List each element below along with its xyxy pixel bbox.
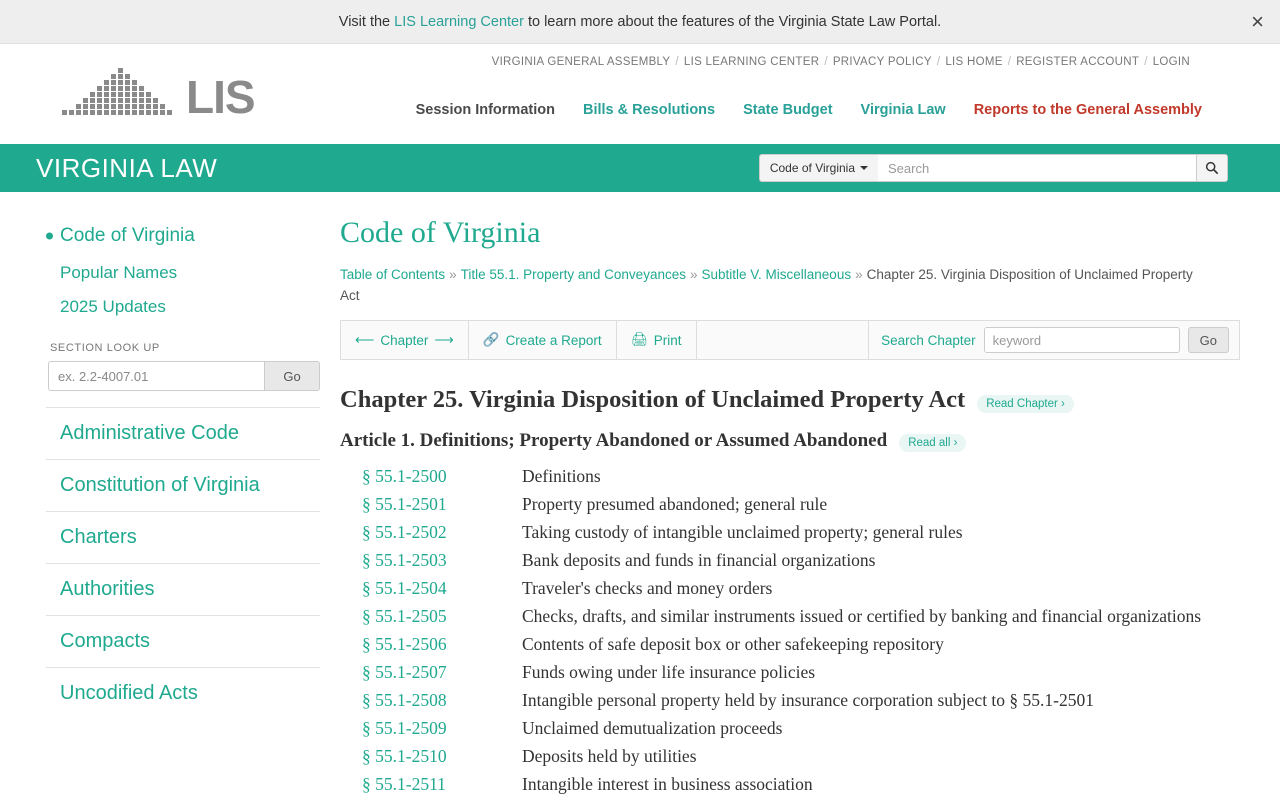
lis-logo-text: LIS [186, 70, 255, 123]
search-button[interactable] [1196, 154, 1228, 182]
section-lookup-input[interactable] [48, 361, 264, 391]
section-number-link[interactable]: § 55.1-2509 [362, 718, 447, 738]
sidebar-item-authorities[interactable]: Authorities [46, 563, 320, 615]
sidebar-item-code-of-virginia[interactable]: Code of Virginia [46, 216, 320, 256]
chapter-search-go-button[interactable]: Go [1188, 327, 1229, 353]
nav-virginia-law[interactable]: Virginia Law [860, 102, 946, 118]
breadcrumb [340, 264, 1210, 306]
utility-sep: / [936, 56, 941, 68]
search-scope-dropdown[interactable] [759, 154, 878, 182]
chapter-heading-text: Chapter 25. Virginia Disposition of Unclaimed Property Act [340, 386, 966, 413]
section-title-text: Traveler's checks and money orders [522, 578, 773, 598]
sidebar-item-constitution-of-virginia[interactable]: Constitution of Virginia [46, 459, 320, 511]
content-toolbar [340, 320, 1240, 360]
page-title: Code of Virginia [340, 216, 541, 249]
breadcrumb-separator: » [449, 267, 457, 282]
link-icon: 🔗 [482, 332, 500, 347]
section-title-text: Deposits held by utilities [522, 746, 697, 766]
section-lookup-label: SECTION LOOK UP [50, 342, 160, 354]
utility-sep: / [1144, 56, 1148, 68]
list-item [340, 658, 1240, 686]
section-number-link[interactable]: § 55.1-2500 [362, 466, 447, 486]
section-lookup-go-button[interactable]: Go [264, 361, 320, 391]
toolbar-spacer [697, 321, 870, 359]
nav-reports-to-general-assembly[interactable]: Reports to the General Assembly [973, 102, 1202, 118]
search-icon [1205, 161, 1219, 175]
section-title-text: Checks, drafts, and similar instruments issued or certified by banking and financial organizations [522, 606, 1202, 626]
lis-logo-mark [62, 66, 180, 118]
list-item [340, 714, 1240, 742]
nav-state-budget[interactable]: State Budget [743, 102, 833, 118]
read-chapter-button[interactable]: Read Chapter › [977, 395, 1074, 413]
list-item [340, 518, 1240, 546]
sidebar-item-compacts[interactable]: Compacts [46, 615, 320, 667]
section-band [0, 144, 1280, 192]
section-number-link[interactable]: § 55.1-2508 [362, 690, 447, 710]
article-heading [340, 430, 1240, 452]
section-number-link[interactable]: § 55.1-2511 [362, 774, 446, 794]
print-label: Print [653, 332, 682, 348]
sidebar [0, 216, 330, 798]
arrow-right-icon[interactable]: ⟶ [434, 332, 454, 347]
section-title-text: Contents of safe deposit box or other safekeeping repository [522, 634, 944, 654]
page-body [0, 192, 1280, 798]
nav-bills-resolutions[interactable]: Bills & Resolutions [582, 102, 716, 118]
search-chapter-label: Search Chapter [881, 332, 976, 348]
list-item [340, 602, 1240, 630]
breadcrumb-subtitle-v[interactable]: Subtitle V. Miscellaneous [701, 267, 852, 282]
chapter-keyword-input[interactable] [984, 327, 1180, 353]
utility-sep: / [675, 56, 679, 68]
read-all-button[interactable]: Read all › [899, 434, 966, 452]
section-number-link[interactable]: § 55.1-2505 [362, 606, 447, 626]
article-heading-text: Article 1. Definitions; Property Abandoned or Assumed Abandoned [340, 430, 888, 451]
nav-session-information[interactable]: Session Information [415, 102, 555, 118]
section-title-text: Intangible interest in business association [522, 774, 813, 794]
utility-link-privacy-policy[interactable]: PRIVACY POLICY [832, 56, 932, 68]
section-number-link[interactable]: § 55.1-2510 [362, 746, 447, 766]
utility-sep: / [824, 56, 828, 68]
chapter-label: Chapter [380, 332, 429, 348]
section-number-link[interactable]: § 55.1-2506 [362, 634, 447, 654]
notification-prefix: Visit the [338, 13, 395, 30]
section-number-link[interactable]: § 55.1-2504 [362, 578, 447, 598]
section-title-text: Bank deposits and funds in financial organizations [522, 550, 876, 570]
site-search [759, 154, 1228, 182]
section-number-link[interactable]: § 55.1-2502 [362, 522, 447, 542]
lis-logo[interactable] [62, 66, 255, 123]
create-a-report-label: Create a Report [505, 332, 602, 348]
sidebar-item-administrative-code[interactable]: Administrative Code [46, 407, 320, 459]
list-item [340, 742, 1240, 770]
print-button[interactable] [617, 321, 697, 359]
list-item [340, 490, 1240, 518]
breadcrumb-title-55-1[interactable]: Title 55.1. Property and Conveyances [460, 267, 686, 282]
list-item [340, 686, 1240, 714]
utility-link-lis-home[interactable]: LIS HOME [945, 56, 1003, 68]
breadcrumb-current: Chapter 25. Virginia Disposition of Unclaimed Property Act [340, 267, 1193, 303]
list-item [340, 546, 1240, 574]
create-a-report-button[interactable] [469, 321, 617, 359]
list-item [340, 574, 1240, 602]
close-icon[interactable]: × [1251, 8, 1264, 34]
search-input[interactable] [878, 154, 1196, 182]
list-item [340, 770, 1240, 798]
search-scope-label: Code of Virginia [769, 161, 855, 175]
breadcrumb-separator: » [855, 267, 863, 282]
breadcrumb-table-of-contents[interactable]: Table of Contents [340, 267, 446, 282]
section-list [340, 462, 1240, 798]
section-title-text: Definitions [522, 466, 601, 486]
utility-link-lis-learning-center[interactable]: LIS LEARNING CENTER [683, 56, 820, 68]
chapter-navigation[interactable] [341, 321, 469, 359]
section-title-text: Funds owing under life insurance policies [522, 662, 816, 682]
sidebar-item-uncodified-acts[interactable]: Uncodified Acts [46, 667, 320, 719]
chapter-heading [340, 386, 1240, 414]
breadcrumb-separator: » [689, 267, 698, 282]
notification-bar [0, 0, 1280, 44]
utility-link-register-account[interactable]: REGISTER ACCOUNT [1016, 56, 1140, 68]
section-title: VIRGINIA LAW [36, 152, 218, 183]
section-title-text: Property presumed abandoned; general rule [522, 494, 828, 514]
utility-sep: / [1007, 56, 1012, 68]
section-title-text: Unclaimed demutualization proceeds [522, 718, 783, 738]
list-item [340, 462, 1240, 490]
chevron-down-icon [860, 166, 868, 170]
notification-suffix: to learn more about the features of the Virginia State Law Portal. [523, 13, 942, 30]
site-header [0, 44, 1280, 144]
utility-link-login[interactable]: LOGIN [1152, 56, 1190, 68]
notification-text [339, 14, 941, 30]
arrow-left-icon[interactable]: ⟵ [355, 332, 375, 347]
section-number-link[interactable]: § 55.1-2501 [362, 494, 447, 514]
main-nav [416, 102, 1202, 118]
sidebar-item-2025-updates[interactable]: 2025 Updates [60, 297, 166, 316]
utility-link-virginia-general-assembly[interactable]: VIRGINIA GENERAL ASSEMBLY [491, 56, 671, 68]
section-number-link[interactable]: § 55.1-2507 [362, 662, 447, 682]
section-lookup [46, 361, 320, 391]
section-title-text: Intangible personal property held by insurance corporation subject to § 55.1-2501 [522, 690, 1094, 710]
chapter-search [869, 321, 1239, 359]
main-content [330, 216, 1280, 798]
lis-learning-center-link[interactable]: LIS Learning Center [394, 13, 524, 30]
printer-icon: 🖨 [630, 332, 648, 347]
section-title-text: Taking custody of intangible unclaimed property; general rules [522, 522, 963, 542]
utility-nav [0, 44, 1280, 68]
sidebar-item-charters[interactable]: Charters [46, 511, 320, 563]
sidebar-item-popular-names[interactable]: Popular Names [60, 263, 178, 282]
list-item [340, 630, 1240, 658]
section-number-link[interactable]: § 55.1-2503 [362, 550, 447, 570]
